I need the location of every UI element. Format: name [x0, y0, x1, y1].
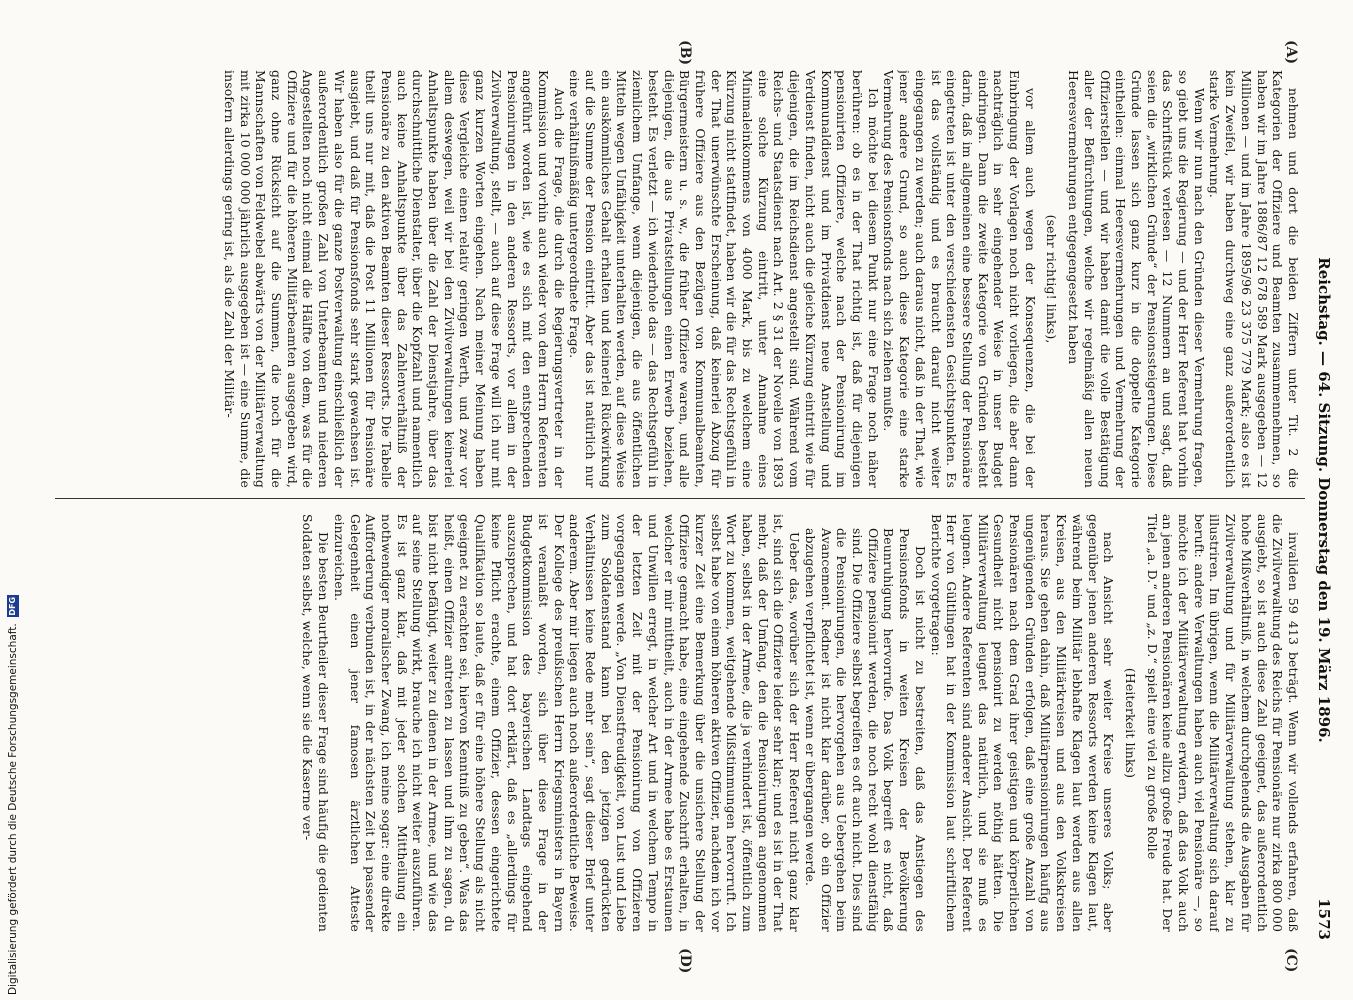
paragraph: Wenn wir nun nach den Gründen dieser Vermehrung fragen, so giebt uns die Regierung — und der Herr Referent hat vorhin das Schriftstück verlesen — 12 Nummern an und sagt, daß seien die „wirklichen Gründe“ der Pensionssteigerungen. Diese Gründe lassen sich ganz kurz in die doppelte Kategorie eintheilen: einmal Heeresvermehrungen und Vermehrung der Offizierstellen — und wir haben damit die volle Bestätigung aller der Befürchtungen, welche wir regelmäßig allen neuen Heeresvermehrungen entgegengesetzt haben — [1066, 70, 1207, 488]
paragraph: Auch die Frage, die durch die Regierungsvertreter in der Kommission und vorhin auch wieder von dem Herrn Referenten angeführt worden ist, wie es sich mit den entsprechenden Pensionirungen in den anderen Ressorts, vor allem in der Zivilverwaltung, stellt, — auch auf diese Frage will ich nur mit ganz kurzen Worten eingehen. Nach meiner Meinung haben diese Vergleiche einen relativ geringen Werth, und zwar vor allem deswegen, weil wir bei den Zivilverwaltungen keinerlei Anhaltspunkte haben über die Zahl der Dienstjahre, über das durchschnittliche Dienstalter, über die Kopfzahl und namentlich auch keine Anhaltspunkte über das Zahlenverhältniß der Pensionäre zu den aktiven Beamten dieser Ressorts. Die Tabelle theilt uns nur mit, daß die Post 11 Millionen für Pensionäre ausgiebt, und daß für Pensionsfonds sehr stark gewachsen ist. Wir haben also für die ganze Postverwaltung einschließlich der außerordentlich großen Zahl von Unterbeamten und niederen Angestellten noch nicht einmal die Hälfte von dem, was für die Offiziere und für die höheren Militärbeamten ausgegeben wird, ganz ohne Rücksicht auf die Summen, die noch für die Mannschaften von Feldwebel abwärts von der Militärverwaltung mit zirka 10 000 000 jährlich ausgegeben ist — eine Summe, die insofern allerdings gering ist, als die Zahl der Militär- — [221, 70, 567, 488]
page-number: 1573 — [1315, 898, 1333, 940]
paragraph: Ueber das, worüber sich der Herr Referent nicht ganz klar ist, sind sich die Offiziere leider sehr klar; und es ist in der That mehr, daß der Umfang, den die Pensionirungen angenommen haben, selbst in der Armee, die ja verhindert ist, öffentlich zum Wort zu kommen, weitgehende Mißstimmungen hervorruft. Ich selbst habe von einem höheren aktiven Offizier, nachdem ich vor kurzer Zeit eine Bemerkung über die unsichere Stellung der Offiziere gemacht habe, eine eingehende Zuschrift erhalten, in welcher er mir mittheilt, auch in der Armee habe es Erstaunen und Unwillen erregt, in welcher Art und in welchem Tempo in der letzten Zeit mit der Pensionirung von Offizieren vorgegangen werde. „Von Dienstfreudigkeit, von Lust und Liebe zum Soldatenstand kann bei den jetzigen gedrückten Verhältnissen keine Rede mehr sein“, sagt dieser Brief unter anderem. Aber mir liegen auch noch außerordentliche Beweise. Der Kollege des preußischen Herrn Kriegsministers in Bayern ist veranlaßt worden, sich über diese Frage in der Budgetkommission des bayerischen Landtags eingehend auszusprechen, und hat dort erklärt, daß es „allerdings für keine Pflicht erachte, einem Offizier, dessen eingerichtete Qualifikation so laute, daß er für eine höhere Stellung als nicht geeignet zu erachten sei, hiervon Kenntniß zu geben“. Was das heißt, einen Offizier antreten zu lassen und ihm zu sagen, du bist nicht befähigt, weiter zu dienen in der Armee, und wie das auf seine Stellung wirkt, brauche ich nicht weiter auszuführen. Es ist ganz klar, daß mit jeder solchen Mittheilung ein nothwendiger moralischer Zwang, ich meine sogar: eine direkte Aufforderung verbunden ist, in der nächsten Zeit bei passender Gelegenheit einen jener famosen ärztlichen Atteste einzureichen. — [331, 514, 803, 932]
header-title: Reichstag. — 64. Sitzung. Donnerstag den 19. März 1896. — [1315, 257, 1333, 743]
margin-letter-b: (B) — [677, 40, 693, 66]
paragraph: invaliden 59 413 beträgt. Wenn wir vollends erfahren, daß die Zivilverwaltung des Reichs für Pensionäre nur zirka 800 000 ausgiebt, so ist auch diese Zahl geeignet, das außerordentlich hohe Mißverhältniß, in welchem durchgehends die Ausgaben für Zivilverwaltung und für Militärverwaltung stehen, klar zu illustriren. Im übrigen, wenn die Militärverwaltung sich darauf beruft: andere Verwaltungen haben auch viel Pensionäre —, so möchte ich der Militärverwaltung erwidern, daß das Volk auch an jenen anderen Pensionären keine allzu große Freude hat. Der Titel „a. D.“ und „z. D.“ spielt eine viel zu große Rolle — [1144, 514, 1301, 932]
paragraph: Ich möchte bei diesem Punkt nur eine Frage noch näher berühren: ob es in der That richtig ist, daß für diejenigen pensionirten Offiziere, welche nach der Pensionirung im Kommunaldienst und im Privatdienst neue Anstellung und Verdienst finden, nicht auch die gleiche Kürzung eintritt wie für diejenigen, die im Reichsdienst angestellt sind. Während vom Reichs- und Staatsdienst nach Art. 2 § 31 der Novelle von 1893 eine solche Kürzung eintritt, unter Annahme eines Minimaleinkommens von 4000 Mark, bis zu welchem eine Kürzung nicht stattfindet, haben wir die für das Rechtsgefühl in der That unerwünschte Erscheinung, daß keinerlei Abzug für frühere Offiziere aus den Bezügen von Kommunalbeamten, Bürgermeistern u. s. w., die früher Offiziere waren, und alle diejenigen, die aus Privatstellungen einen Erwerb beziehen, besteht. Es verletzt — ich wiederhole das — das Rechtsgefühl in ziemlichem Umfange, wenn diejenigen, die aus öffentlichen Mitteln wegen Unfähigkeit unterhalten werden, auf diese Weise ein auskömmliches Gehalt erhalten und keinerlei Rückwirkung auf die Summe der Pension eintritt. Aber das ist natürlich nur eine verhältnißmäßig untergeordnete Frage. — [567, 70, 881, 488]
margin-letter-c: (C) — [1283, 948, 1299, 973]
interjection: (Heiterkeit links) — [1122, 667, 1138, 779]
digitization-footer — [2, 590, 32, 995]
quotation: Doch ist nicht zu bestreiten, daß das Anstiegen des Pensionsfonds in weiten Kreisen der Bevölkerung Beunruhigung hervorrufe. Das Volk begreift es nicht, daß Offiziere pensionirt werden, die noch recht wohl dienstfähig sind. Die Offiziere selbst begreifen es oft auch nicht. Dies sind die Pensionirungen, die hervorgehen aus Uebergehen beim Avancement. Redner ist nicht klar darüber, ob ein Offizier abzugehen verpflichtet ist, wenn er übergangen werde. — [802, 528, 928, 932]
paragraph: nach Ansicht sehr weiter Kreise unseres Volks; aber gegenüber jenen anderen Ressorts werden keine Klagen laut, während beim Militär lebhafte Klagen laut werden aus allen Kreisen, aus den Militärkreisen und aus den Volkskreisen heraus. Sie gehen dahin, daß Militärpensionirungen häufig aus ungenügenden Gründen erfolgen, daß eine große Anzahl von Pensionären nach dem Grad ihrer geistigen und körperlichen Gesundheit nicht pensionirt zu werden nöthig hätten. Die Militärverwaltung leugnet das natürlich, und sie muß es leugnen. Andere Referenten sind anderer Ansicht. Der Referent Herr von Gültlingen hat in der Kommission laut schriftlichem Berichte vorgetragen: — [928, 514, 1117, 932]
interjection: (sehr richtig! links), — [1044, 214, 1060, 344]
paragraph: nehmen und dort die beiden Ziffern unter Tit. 2 die Kategorien der Offiziere und Beamten zusammennehmen, so haben wir im Jahre 1886/87 12 678 589 Mark ausgegeben — 12 Millionen — und im Jahre 1895/96 23 375 779 Mark; also es ist kein Zweifel, wir haben durchweg eine ganz außerordentlich starke Vermehrung. — [1207, 70, 1301, 488]
dfg-logo: DFG — [8, 596, 17, 616]
margin-letter-a: (A) — [1283, 40, 1299, 65]
right-column — [61, 514, 1301, 932]
paragraph: Die besten Beurtheiler dieser Frage sind häufig die gedienten Soldaten selbst, welche, wenn sie die Kaserne ver- — [300, 514, 332, 932]
paragraph: vor allem auch wegen der Konsequenzen, die bei der Einbringung der Vorlagen noch nicht vorliegen, die aber dann nachträglich in sehr eingehender Weise in unser Budget eindringen. Dann die zweite Kategorie von Gründen besteht darin, daß im allgemeinen eine bessere Stellung der Pensionäre eingetreten ist unter den verschiedensten Gesichtspunkten. Es ist das vollständig und es braucht darauf nicht weiter eingegangen zu werden; auch daraus nicht, daß in der That, wie jener andere Grund, so auch diese Kategorie eine starke Vermehrung des Pensionsfonds nach sich ziehen mußte. — [881, 70, 1038, 488]
column-divider — [55, 498, 1305, 499]
page-header — [1309, 60, 1339, 940]
footer-text: Digitalisierung gefördert durch die Deutsche Forschungsgemeinschaft. — [7, 623, 19, 995]
margin-letter-d: (D) — [677, 948, 693, 974]
left-column — [61, 70, 1301, 488]
